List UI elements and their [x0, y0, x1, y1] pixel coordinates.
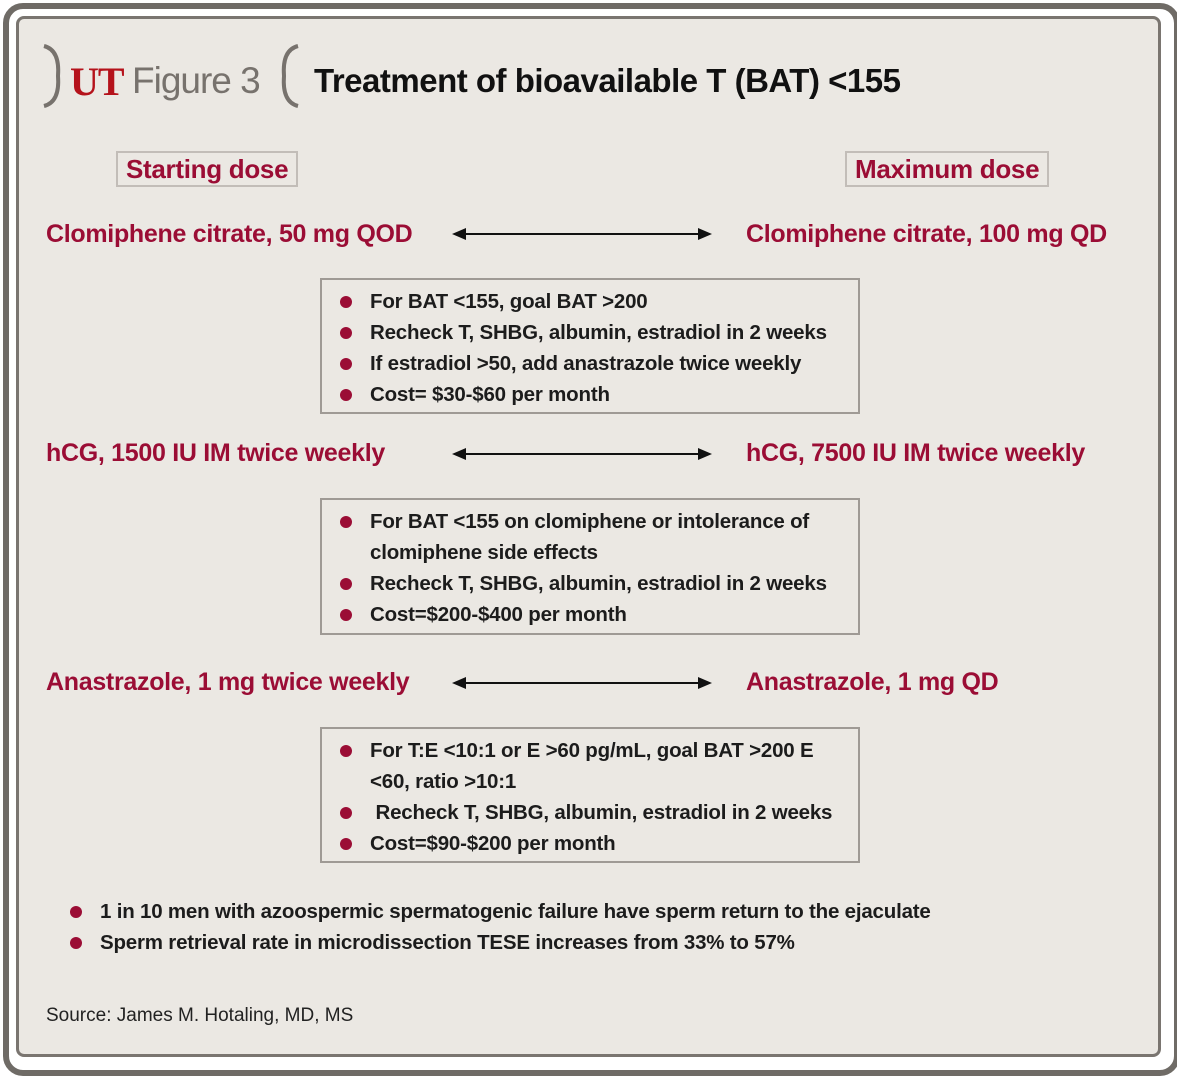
clomiphene-max-dose: Clomiphene citrate, 100 mg QD [746, 220, 1107, 248]
double-arrow-icon [452, 675, 712, 691]
bullet-icon [70, 906, 82, 918]
bullet-icon [340, 609, 352, 621]
figure-title: Treatment of bioavailable T (BAT) <155 [314, 62, 901, 99]
bullet-icon [340, 807, 352, 819]
list-item: For BAT <155, goal BAT >200 [336, 286, 850, 317]
hcg-notes-box [320, 498, 860, 635]
hcg-max-dose: hCG, 7500 IU IM twice weekly [746, 439, 1085, 467]
anastrazole-max-dose: Anastrazole, 1 mg QD [746, 668, 999, 696]
figure-prefix: UT [70, 59, 124, 104]
maximum-dose-header: Maximum dose [845, 151, 1049, 187]
list-item: For BAT <155 on clomiphene or intolerance of clomiphene side effects [336, 506, 850, 568]
clomiphene-start-dose: Clomiphene citrate, 50 mg QOD [46, 220, 413, 248]
source-credit: Source: James M. Hotaling, MD, MS [46, 1005, 354, 1026]
clomiphene-notes-box [320, 278, 860, 414]
right-bracket-icon [40, 44, 64, 108]
bullet-icon [70, 937, 82, 949]
double-arrow-icon [452, 226, 712, 242]
bullet-icon [340, 838, 352, 850]
starting-dose-header: Starting dose [116, 151, 298, 187]
list-item: Recheck T, SHBG, albumin, estradiol in 2 weeks [336, 797, 850, 828]
bullet-icon [340, 745, 352, 757]
bullet-icon [340, 327, 352, 339]
list-item: Cost=$200-$400 per month [336, 599, 850, 630]
bullet-icon [340, 358, 352, 370]
list-item: For T:E <10:1 or E >60 pg/mL, goal BAT >200 E <60, ratio >10:1 [336, 735, 850, 797]
list-item: If estradiol >50, add anastrazole twice weekly [336, 348, 850, 379]
list-item: Recheck T, SHBG, albumin, estradiol in 2 weeks [336, 568, 850, 599]
bullet-icon [340, 296, 352, 308]
list-item: Cost= $30-$60 per month [336, 379, 850, 410]
bullet-icon [340, 578, 352, 590]
double-arrow-icon [452, 446, 712, 462]
list-item: Recheck T, SHBG, albumin, estradiol in 2 weeks [336, 317, 850, 348]
bullet-icon [340, 389, 352, 401]
figure-label: Figure 3 [132, 60, 260, 101]
list-item: 1 in 10 men with azoospermic spermatogenic failure have sperm return to the ejaculate [66, 896, 931, 927]
left-bracket-icon [278, 44, 302, 108]
bullet-icon [340, 516, 352, 528]
anastrazole-notes-box [320, 727, 860, 863]
list-item: Sperm retrieval rate in microdissection TESE increases from 33% to 57% [66, 927, 931, 958]
anastrazole-start-dose: Anastrazole, 1 mg twice weekly [46, 668, 410, 696]
hcg-start-dose: hCG, 1500 IU IM twice weekly [46, 439, 385, 467]
summary-notes [66, 896, 931, 958]
list-item: Cost=$90-$200 per month [336, 828, 850, 859]
